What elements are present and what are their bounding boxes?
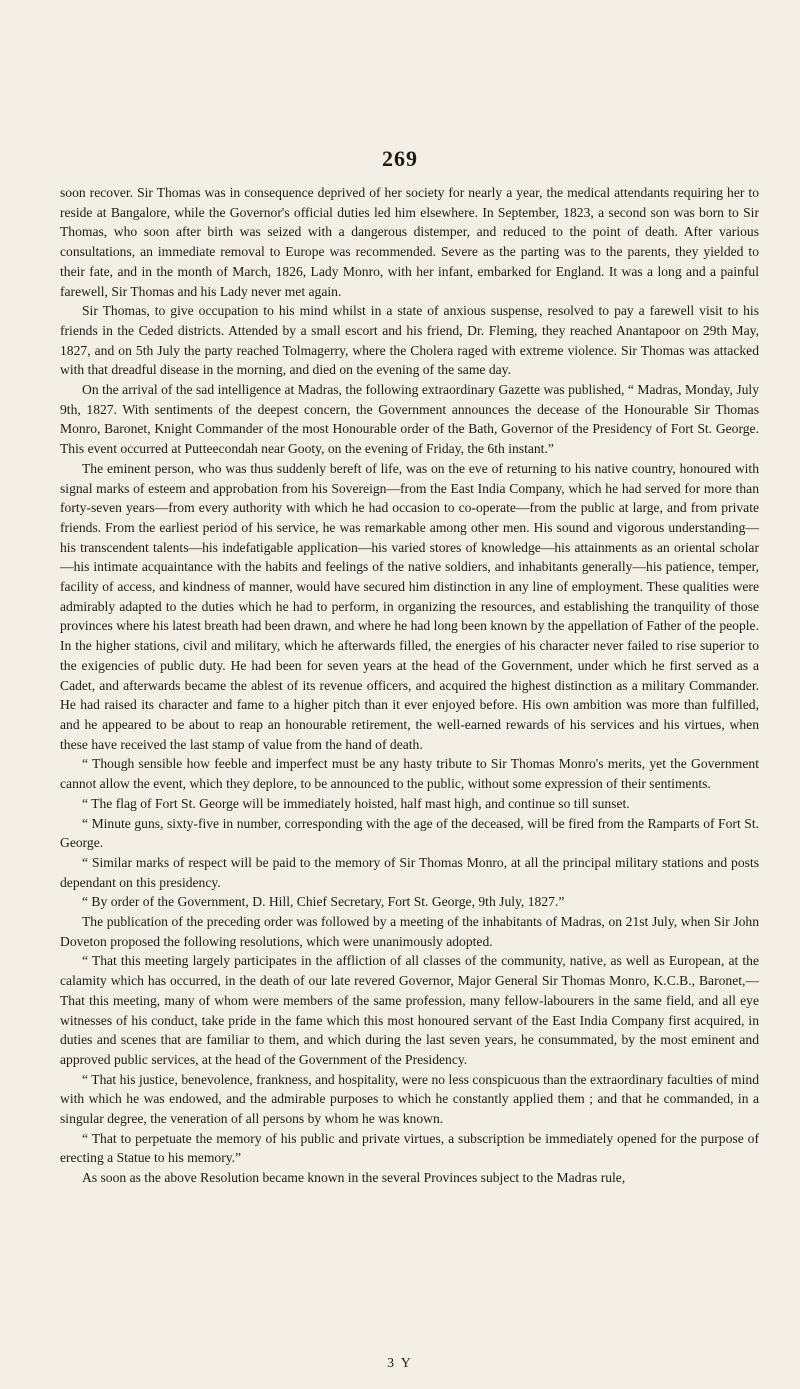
paragraph: “ That this meeting largely participates in the affliction of all classes of the community, native, as well as European, at the calamity which has occurred, in the death of our late revered Governor, Major General Sir Thomas Monro, K.C.B., Baronet,—That this meeting, many of whom were members of the same profession, many fellow-labourers in the same field, and all eye witnesses of his conduct, take pride in the fame which this most honoured servant of the East India Company first acquired, in duties and scenes that are familiar to them, and which during the last seven years, he consummated, by the most eminent and approved public services, at the head of the Government of the Presidency. <box>60 953 759 1067</box>
paragraph: “ That to perpetuate the memory of his public and private virtues, a subscription be immediately opened for the purpose of erecting a Statue to his memory.” <box>60 1130 759 1166</box>
paragraph: “ Minute guns, sixty-five in number, corresponding with the age of the deceased, will be fired from the Ramparts of Fort St. George. <box>60 815 759 851</box>
signature-mark: 3 Y <box>387 1355 413 1370</box>
paragraph: Sir Thomas, to give occupation to his mind whilst in a state of anxious suspense, resolved to pay a farewell visit to his friends in the Ceded districts. Attended by a small escort and his friend, Dr. Fleming, they reached Anantapoor on 29th May, 1827, and on 5th July the party reached Tolmagerry, where the Cholera raged with extreme violence. Sir Thomas was attacked with that dreadful disease in the morning, and died on the evening of the same day. <box>60 303 759 378</box>
paragraph: “ Though sensible how feeble and imperfect must be any hasty tribute to Sir Thomas Monro's merits, yet the Government cannot allow the event, which they deplore, to be announced to the public, without some expression of their sentiments. <box>60 756 759 792</box>
body-text <box>60 183 759 1188</box>
paragraph: “ The flag of Fort St. George will be immediately hoisted, half mast high, and continue so till sunset. <box>82 795 630 811</box>
paragraph: soon recover. Sir Thomas was in consequence deprived of her society for nearly a year, the medical attendants requiring her to reside at Bangalore, while the Governor's official duties led him elsewhere. In September, 1823, a second son was born to Sir Thomas, who soon after birth was seized with a dangerous distemper, and reduced to the point of death. After various consultations, an immediate removal to Europe was recommended. Severe as the parting was to the parents, they yielded to their fate, and in the month of March, 1826, Lady Monro, with her infant, embarked for England. It was a long and a painful farewell, Sir Thomas and his Lady never met again. <box>60 185 759 299</box>
paragraph: As soon as the above Resolution became known in the several Provinces subject to the Madras rule, <box>82 1170 626 1186</box>
page-number: 269 <box>382 146 418 171</box>
paragraph: The publication of the preceding order was followed by a meeting of the inhabitants of Madras, on 21st July, when Sir John Doveton proposed the following resolutions, which were unanimously adopted. <box>60 914 759 949</box>
paragraph: “ By order of the Government, D. Hill, Chief Secretary, Fort St. George, 9th July, 1827.” <box>82 894 565 910</box>
paragraph: The eminent person, who was thus suddenly bereft of life, was on the eve of returning to his native country, honoured with signal marks of esteem and approbation from his Sovereign—from the East India Company, which he had served for more than forty-seven years—from every authority with which he had occasion to co-operate—from the public at large, and from private friends. From the earliest period of his service, he was remarkable among other men. His sound and vigorous understanding—his transcendent talents—his indefatigable application—his varied stores of knowledge—his attainments as an oriental scholar—his intimate acquaintance with the habits and feelings of the native soldiers, and inhabitants generally—his patience, temper, facility of access, and kindness of manner, would have secured him distinction in any line of employment. These qualities were admirably adapted to the duties which he had to perform, in organizing the resources, and establishing the tranquility of those provinces where his latest breath had been drawn, and where he had long been known by the appellation of Father of the people. In the higher stations, civil and military, which he afterwards filled, the energies of his character never failed to rise superior to the exigencies of public duty. He had been for seven years at the head of the Government, under which he first served as a Cadet, and afterwards became the ablest of its revenue officers, and acquired the highest distinction as a military Commander. He had raised its character and fame to a higher pitch than it ever enjoyed before. His own ambition was more than fulfilled, and he appeared to be about to reap an honourable retirement, the well-earned rewards of his services and his virtues, when these have received the last stamp of value from the hand of death. <box>60 460 759 752</box>
paragraph: “ Similar marks of respect will be paid to the memory of Sir Thomas Monro, at all the principal military stations and posts dependant on this presidency. <box>60 854 759 890</box>
paragraph: “ That his justice, benevolence, frankness, and hospitality, were no less conspicuous than the extraordinary faculties of mind with which he was endowed, and the admirable purposes to which he constantly applied them ; and that he commanded, in a singular degree, the veneration of all persons by whom he was known. <box>60 1071 759 1127</box>
paragraph: On the arrival of the sad intelligence at Madras, the following extraordinary Gazette was published, “ Madras, Monday, July 9th, 1827. With sentiments of the deepest concern, the Government announces the decease of the Honourable Sir Thomas Monro, Baronet, Knight Commander of the most Honourable order of the Bath, Governor of the Presidency of Fort St. George. This event occurred at Putteecondah near Gooty, on the evening of Friday, the 6th instant.” <box>60 382 759 457</box>
